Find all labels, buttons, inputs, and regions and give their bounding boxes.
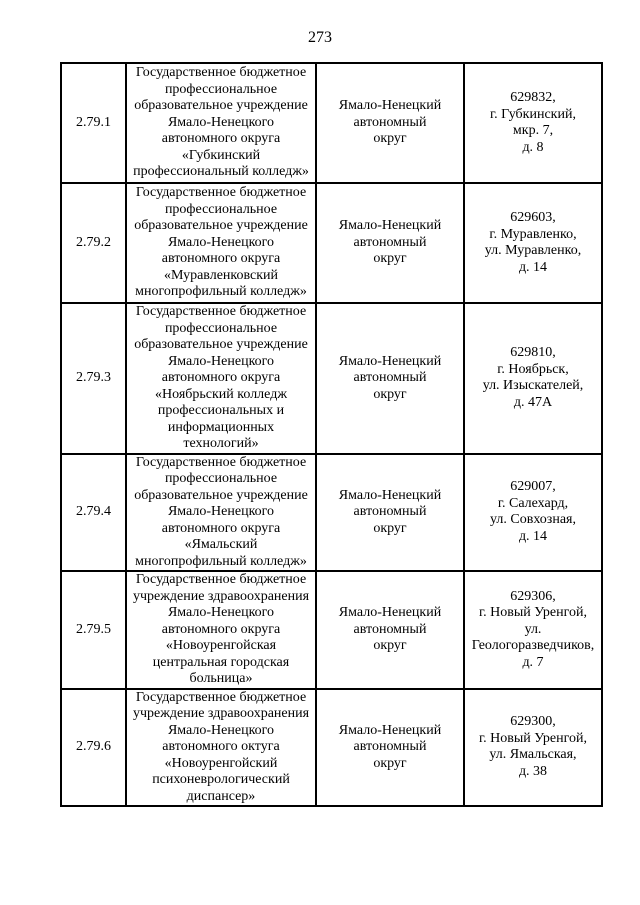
row-number: 2.79.4 <box>61 454 126 572</box>
region: Ямало-Ненецкий автономный округ <box>316 689 464 807</box>
address: 629306, г. Новый Уренгой, ул. Геологоразведчиков, д. 7 <box>464 571 602 689</box>
row-number: 2.79.5 <box>61 571 126 689</box>
row-number: 2.79.6 <box>61 689 126 807</box>
region: Ямало-Ненецкий автономный округ <box>316 183 464 303</box>
row-number: 2.79.1 <box>61 63 126 183</box>
institution-name: Государственное бюджетное профессиональное образовательное учреждение Ямало-Ненецкого автономного округа «Ноябрьский колледж профессиональных и информационных технологий» <box>126 303 316 454</box>
address: 629007, г. Салехард, ул. Совхозная, д. 14 <box>464 454 602 572</box>
region: Ямало-Ненецкий автономный округ <box>316 454 464 572</box>
region: Ямало-Ненецкий автономный округ <box>316 303 464 454</box>
institutions-table <box>60 62 603 807</box>
region: Ямало-Ненецкий автономный округ <box>316 571 464 689</box>
region: Ямало-Ненецкий автономный округ <box>316 63 464 183</box>
table-row <box>61 63 602 183</box>
institution-name: Государственное бюджетное учреждение здравоохранения Ямало-Ненецкого автономного октуга «Новоуренгойский психоневрологический диспансер» <box>126 689 316 807</box>
institution-name: Государственное бюджетное учреждение здравоохранения Ямало-Ненецкого автономного округа «Новоуренгойская центральная городская больница» <box>126 571 316 689</box>
address: 629810, г. Ноябрьск, ул. Изыскателей, д. 47А <box>464 303 602 454</box>
table-row <box>61 303 602 454</box>
institution-name: Государственное бюджетное профессиональное образовательное учреждение Ямало-Ненецкого автономного округа «Ямальский многопрофильный колледж» <box>126 454 316 572</box>
institution-name: Государственное бюджетное профессиональное образовательное учреждение Ямало-Ненецкого автономного округа «Муравленковский многопрофильный колледж» <box>126 183 316 303</box>
table-row <box>61 454 602 572</box>
address: 629300, г. Новый Уренгой, ул. Ямальская, д. 38 <box>464 689 602 807</box>
table-row <box>61 183 602 303</box>
page-number: 273 <box>308 29 332 46</box>
table-row <box>61 689 602 807</box>
institution-name: Государственное бюджетное профессиональное образовательное учреждение Ямало-Ненецкого автономного округа «Губкинский профессиональный колледж» <box>126 63 316 183</box>
address: 629603, г. Муравленко, ул. Муравленко, д. 14 <box>464 183 602 303</box>
row-number: 2.79.3 <box>61 303 126 454</box>
address: 629832, г. Губкинский, мкр. 7, д. 8 <box>464 63 602 183</box>
table-row <box>61 571 602 689</box>
row-number: 2.79.2 <box>61 183 126 303</box>
